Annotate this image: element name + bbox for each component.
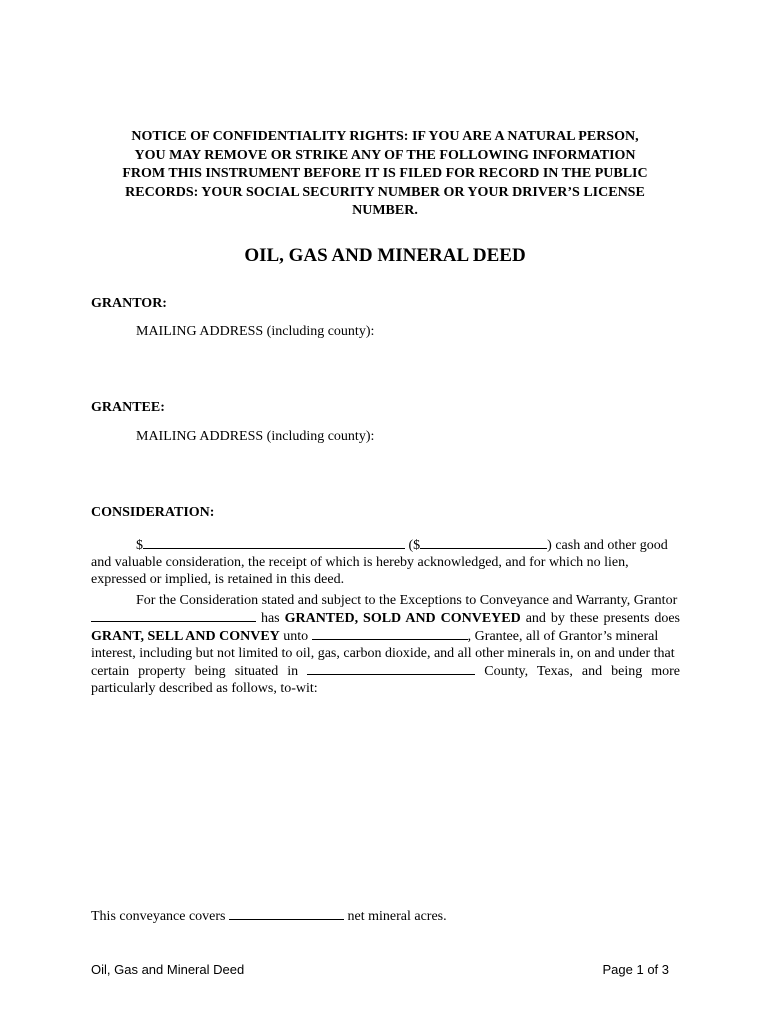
county-blank[interactable] <box>307 662 475 675</box>
presents-text: and by these presents does <box>525 611 680 626</box>
grant-paragraph <box>91 592 680 697</box>
grant-sell-convey-text: GRANT, SELL AND CONVEY <box>91 629 280 644</box>
cash-text: ) cash and other good <box>547 538 668 553</box>
footer-page-number: Page 1 of 3 <box>602 962 669 977</box>
grant-line-4: interest, including but not limited to oil, gas, carbon dioxide, and all other minerals in, on and under that <box>91 646 675 661</box>
notice-line: RECORDS: YOUR SOCIAL SECURITY NUMBER OR YOUR DRIVER’S LICENSE <box>125 184 645 200</box>
certain-property-text: certain property being situated in <box>91 664 299 679</box>
footer-document-name: Oil, Gas and Mineral Deed <box>91 962 245 977</box>
consideration-paragraph <box>91 536 680 588</box>
notice-line: NOTICE OF CONFIDENTIALITY RIGHTS: IF YOU ARE A NATURAL PERSON, <box>131 129 639 144</box>
conveyance-statement <box>91 907 680 925</box>
notice-line: FROM THIS INSTRUMENT BEFORE IT IS FILED FOR RECORD IN THE PUBLIC <box>122 166 648 181</box>
confidentiality-notice <box>90 128 680 221</box>
grant-line-2 <box>91 609 680 627</box>
consideration-line-2: and valuable consideration, the receipt of which is hereby acknowledged, and for which no lien, <box>91 555 629 570</box>
grantee-text: , Grantee, all of Grantor’s mineral <box>467 629 659 644</box>
conveyance-prefix: This conveyance covers <box>91 909 226 924</box>
grantor-mailing-address-label: MAILING ADDRESS (including county): <box>136 324 375 339</box>
amount-number-blank[interactable] <box>420 536 547 549</box>
amount-words-blank[interactable] <box>143 536 405 549</box>
grant-line-6: particularly described as follows, to-wit: <box>91 681 318 696</box>
county-texas-text: County, Texas, and being more <box>484 664 681 679</box>
grantee-name-blank[interactable] <box>312 627 468 640</box>
consideration-line-3: expressed or implied, is retained in this deed. <box>91 572 345 587</box>
grant-line-3 <box>91 627 680 645</box>
grantee-mailing-address-label: MAILING ADDRESS (including county): <box>136 429 375 444</box>
net-mineral-acres-blank[interactable] <box>229 907 344 920</box>
notice-line: NUMBER. <box>352 203 418 218</box>
conveyance-suffix: net mineral acres. <box>347 909 447 924</box>
paren-dollar: ($ <box>408 538 421 553</box>
document-title: OIL, GAS AND MINERAL DEED <box>244 245 526 266</box>
granted-sold-conveyed-text: GRANTED, SOLD AND CONVEYED <box>284 611 521 626</box>
grantor-label: GRANTOR: <box>91 296 167 311</box>
consideration-label: CONSIDERATION: <box>91 505 215 520</box>
grantee-label: GRANTEE: <box>91 400 165 415</box>
dollar-sign: $ <box>136 538 143 553</box>
grantor-name-blank[interactable] <box>91 609 256 622</box>
notice-line: YOU MAY REMOVE OR STRIKE ANY OF THE FOLLOWING INFORMATION <box>134 147 636 163</box>
grant-line-1: For the Consideration stated and subject to the Exceptions to Conveyance and Warranty, Grantor <box>136 593 678 608</box>
unto-text: unto <box>283 629 309 644</box>
grant-line-5 <box>91 662 680 680</box>
has-text: has <box>260 611 280 626</box>
